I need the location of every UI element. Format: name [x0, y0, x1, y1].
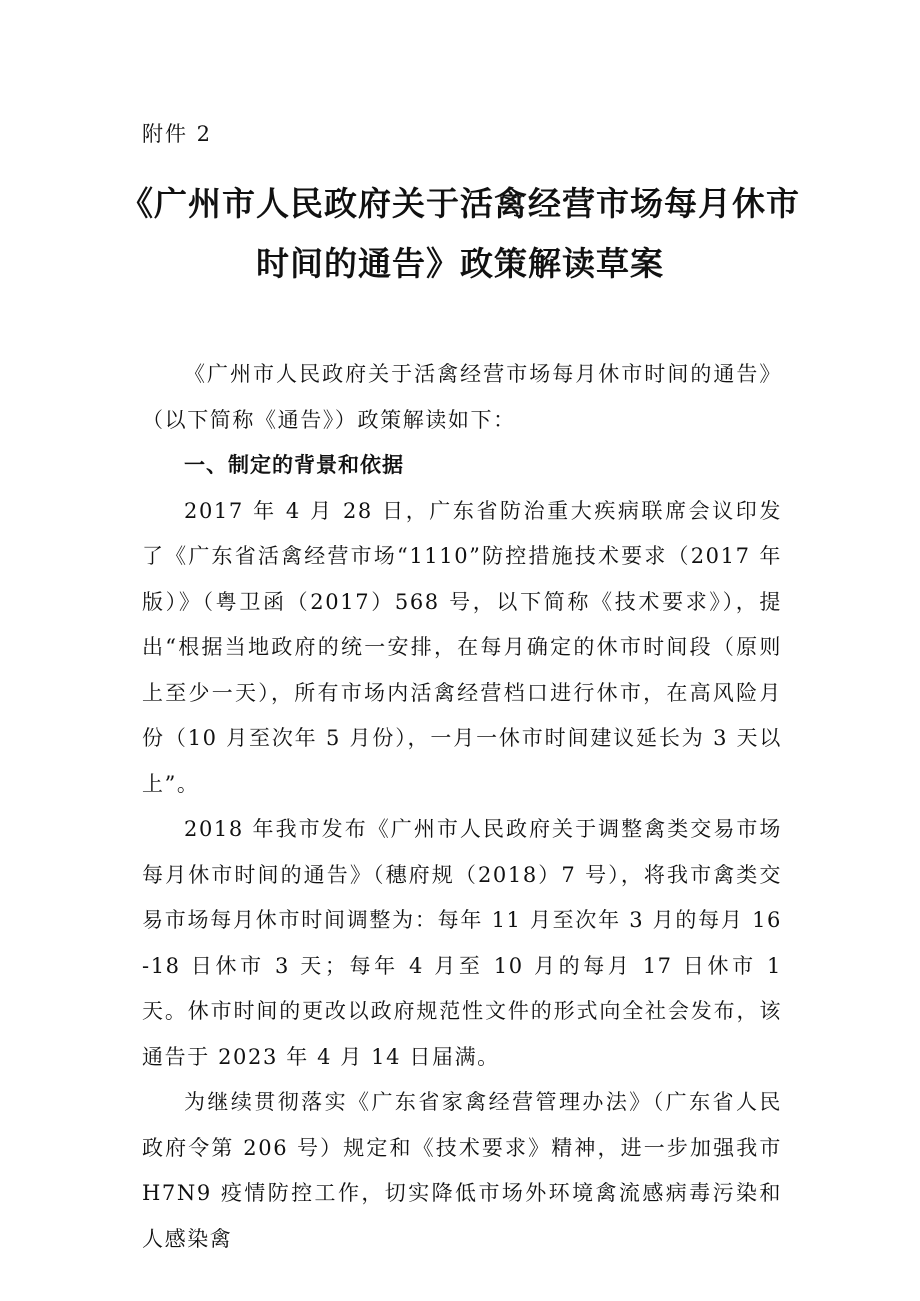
document-body	[142, 352, 782, 1262]
intro-paragraph: 《广州市人民政府关于活禽经营市场每月休市时间的通告》（以下简称《通告》）政策解读如下：	[142, 362, 782, 432]
section-1-paragraph-1: 2017 年 4 月 28 日，广东省防治重大疾病联席会议印发了《广东省活禽经营市场“1110”防控措施技术要求（2017 年版）》（粤卫函（2017）568 号，以下简称《技术要求》），提出“根据当地政府的统一安排，在每月确定的休市时间段（原则上至少一天），所有市场内活禽经营档口进行休市，在高风险月份（10 月至次年 5 月份），一月一休市时间建议延长为 3 天以上”。	[142, 498, 782, 796]
section-1-paragraph-3: 为继续贯彻落实《广东省家禽经营管理办法》（广东省人民政府令第 206 号）规定和《技术要求》精神，进一步加强我市 H7N9 疫情防控工作，切实降低市场外环境禽流感病毒污染和人感染禽	[142, 1090, 782, 1251]
section-1-paragraph-2: 2018 年我市发布《广州市人民政府关于调整禽类交易市场每月休市时间的通告》（穗府规（2018）7 号），将我市禽类交易市场每月休市时间调整为：每年 11 月至次年 3 月的每月 16-18 日休市 3 天；每年 4 月至 10 月的每月 17 日休市 1 天。休市时间的更改以政府规范性文件的形式向全社会发布，该通告于 2023 年 4 月 14 日届满。	[142, 817, 782, 1069]
attachment-label: 附件 2	[142, 122, 213, 146]
section-1-heading: 一、制定的背景和依据	[184, 453, 404, 477]
document-title-line-2: 时间的通告》政策解读草案	[256, 244, 664, 283]
document-title-line-1: 《广州市人民政府关于活禽经营市场每月休市	[120, 184, 800, 223]
